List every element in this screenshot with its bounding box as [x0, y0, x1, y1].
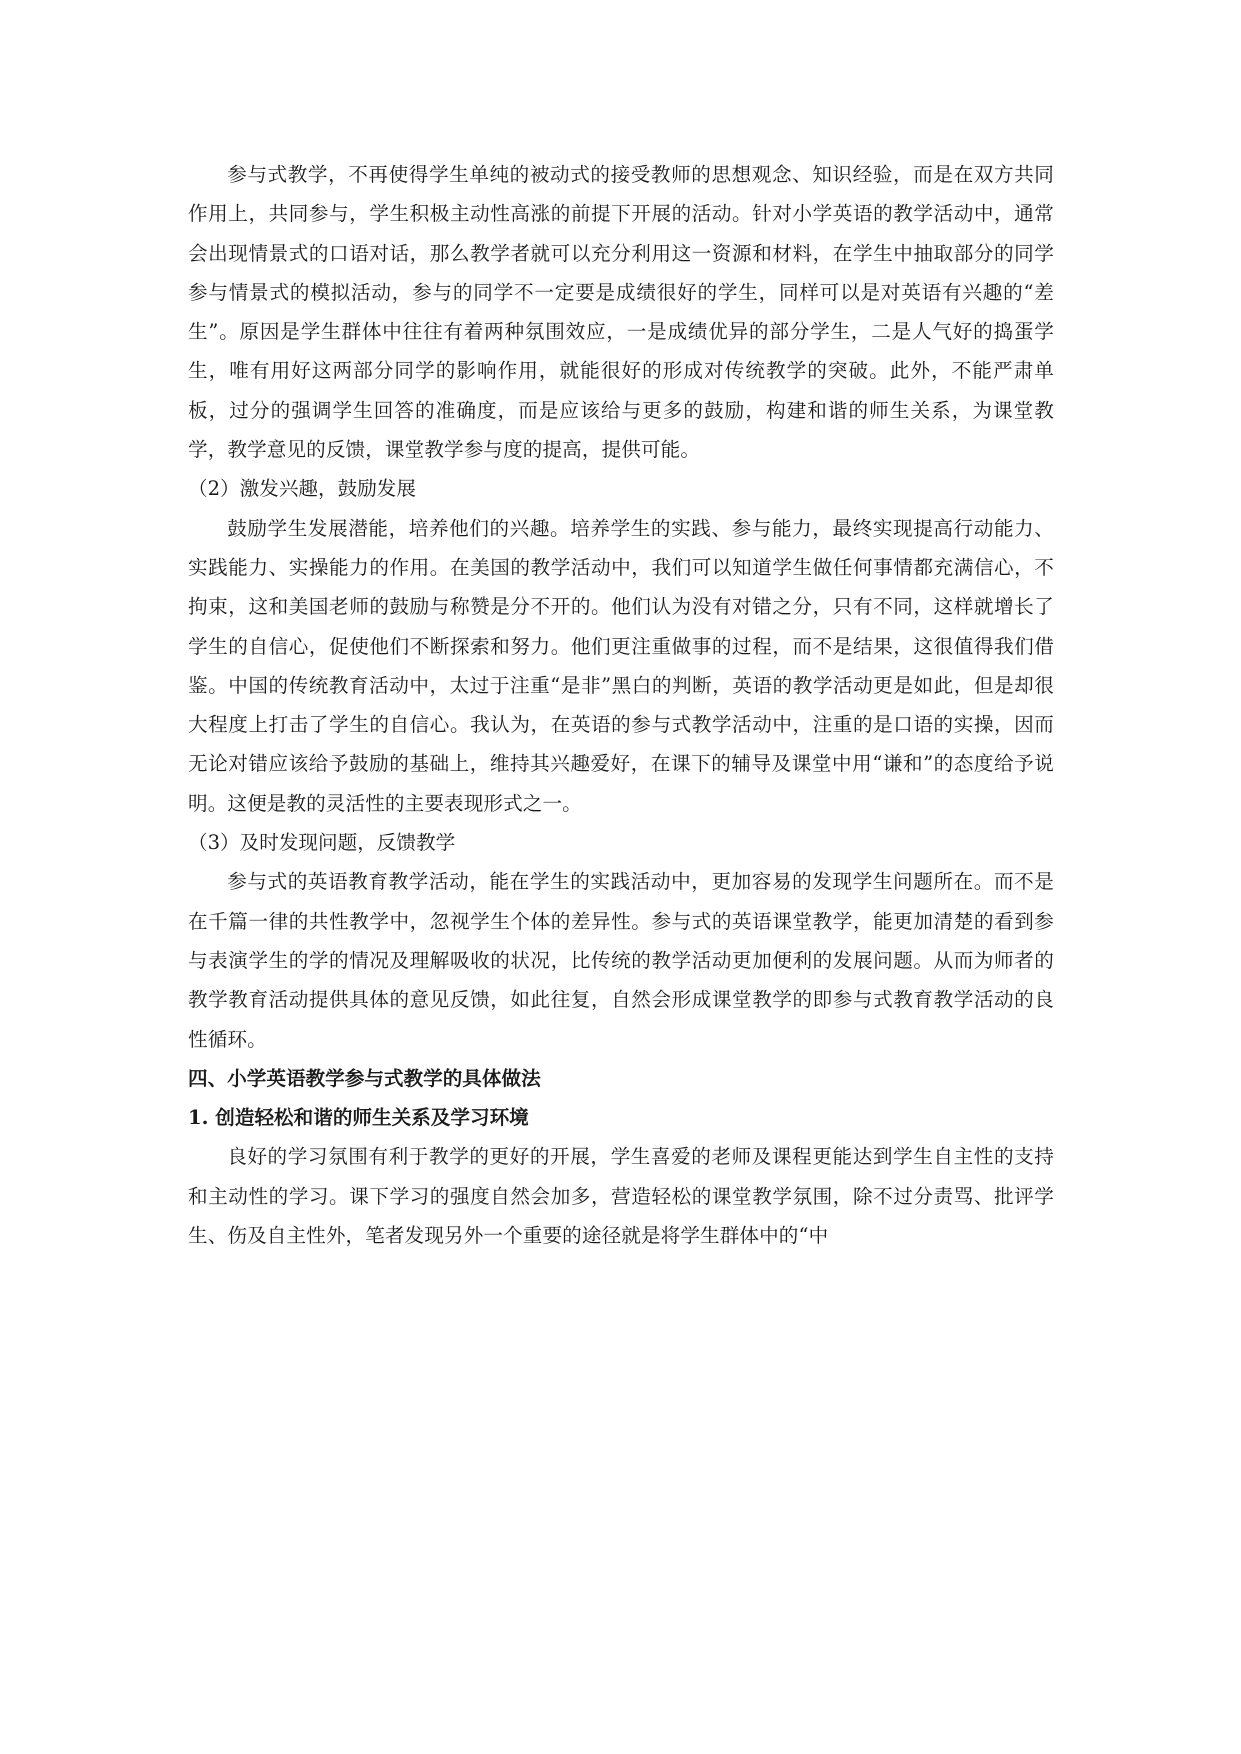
paragraph-participatory-teaching: 参与式教学，不再使得学生单纯的被动式的接受教师的思想观念、知识经验，而是在双方共同作用上，共同参与，学生积极主动性高涨的前提下开展的活动。针对小学英语的教学活动中，通常会出现情景式的口语对话，那么教学者就可以充分利用这一资源和材料，在学生中抽取部分的同学参与情景式的模拟活动，参与的同学不一定要是成绩很好的学生，同样可以是对英语有兴趣的“差生”。原因是学生群体中往往有着两种氛围效应，一是成绩优异的部分学生，二是人气好的捣蛋学生，唯有用好这两部分同学的影响作用，就能很好的形成对传统教学的突破。此外，不能严肃单板，过分的强调学生回答的准确度，而是应该给与更多的鼓励，构建和谐的师生关系，为课堂教学，教学意见的反馈，课堂教学参与度的提高，提供可能。 [188, 163, 1054, 462]
section-heading-specific-methods: 四、小学英语教学参与式教学的具体做法 [188, 1066, 541, 1090]
subheading-timely-feedback: （3）及时发现问题，反馈教学 [188, 831, 456, 855]
paragraph-learning-atmosphere: 良好的学习氛围有利于教学的更好的开展，学生喜爱的老师及课程更能达到学生自主性的支持和主动性的学习。课下学习的强度自然会加多，营造轻松的课堂教学氛围，除不过分责骂、批评学生、伤及自主性外，笔者发现另外一个重要的途径就是将学生群体中的“中 [188, 1145, 1054, 1248]
subheading-stimulate-interest: （2）激发兴趣，鼓励发展 [188, 477, 416, 501]
subsection-heading-harmonious-relationship: 1. 创造轻松和谐的师生关系及学习环境 [188, 1106, 529, 1130]
document-page [188, 155, 1054, 1255]
paragraph-discover-problems: 参与式的英语教育教学活动，能在学生的实践活动中，更加容易的发现学生问题所在。而不是在千篇一律的共性教学中，忽视学生个体的差异性。参与式的英语课堂教学，能更加清楚的看到参与表演学生的学的情况及理解吸收的状况，比传统的教学活动更加便利的发展问题。从而为师者的教学教育活动提供具体的意见反馈，如此往复，自然会形成课堂教学的即参与式教育教学活动的良性循环。 [188, 870, 1054, 1051]
paragraph-encourage-potential: 鼓励学生发展潜能，培养他们的兴趣。培养学生的实践、参与能力，最终实现提高行动能力、实践能力、实操能力的作用。在美国的教学活动中，我们可以知道学生做任何事情都充满信心，不拘束，这和美国老师的鼓励与称赞是分不开的。他们认为没有对错之分，只有不同，这样就增长了学生的自信心，促使他们不断探索和努力。他们更注重做事的过程，而不是结果，这很值得我们借鉴。中国的传统教育活动中，太过于注重“是非”黑白的判断，英语的教学活动更是如此，但是却很大程度上打击了学生的自信心。我认为，在英语的参与式教学活动中，注重的是口语的实操，因而无论对错应该给予鼓励的基础上，维持其兴趣爱好，在课下的辅导及课堂中用“谦和”的态度给予说明。这便是教的灵活性的主要表现形式之一。 [188, 516, 1054, 815]
